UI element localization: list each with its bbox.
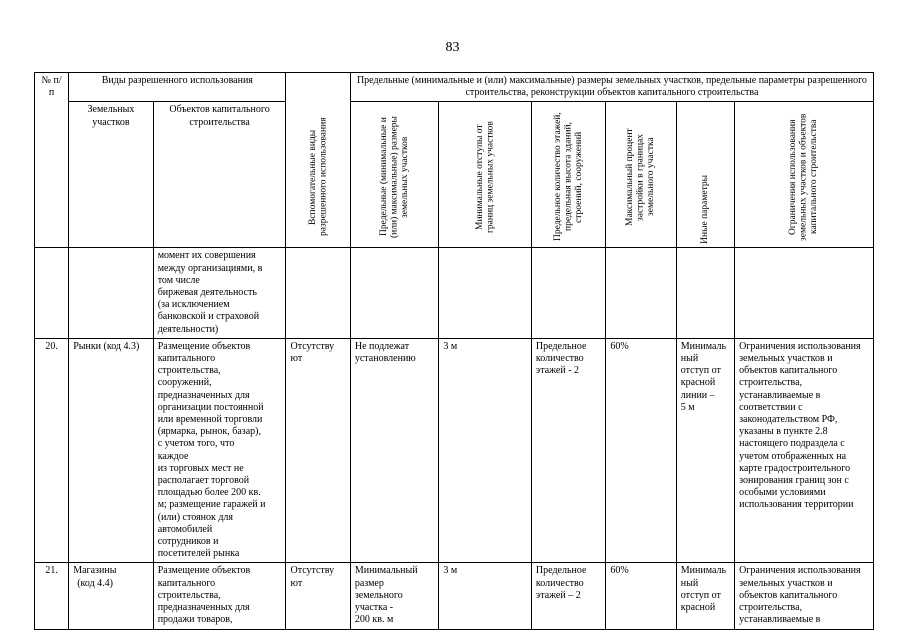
- header-limit-sizes: Предельные (минимальные и (или) максимальные) размеры земельных участков: [350, 102, 439, 248]
- header-restrictions: Ограничения использования земельных участков и объектов капитального строительства: [735, 102, 874, 248]
- header-num: № п/п: [35, 73, 69, 248]
- capital-objects-cell: Размещение объектов капитального строительства, предназначенных для продажи товаров,: [153, 563, 286, 629]
- land-use-type: Магазины (код 4.4): [69, 563, 154, 629]
- auxiliary-cell: Отсутству ют: [286, 338, 350, 563]
- table-row-continuation: [35, 248, 874, 338]
- header-max-coverage: Максимальный процент застройки в границах земельного участка: [606, 102, 676, 248]
- table-row-20: [35, 338, 874, 563]
- zoning-table: [34, 72, 874, 630]
- header-auxiliary: Вспомогательные виды разрешенного использования: [286, 73, 350, 248]
- auxiliary-cell: Отсутству ют: [286, 563, 350, 629]
- other-params-cell: Минималь ный отступ от красной: [676, 563, 734, 629]
- header-min-setbacks: Минимальные отступы от границ земельных участков: [439, 102, 532, 248]
- floors-cell: Предельное количество этажей - 2: [531, 338, 605, 563]
- header-limits-group: Предельные (минимальные и (или) максимальные) размеры земельных участков, предельные параметры разрешенного строительства, реконструкции объектов капитального строительства: [350, 73, 873, 102]
- header-types-group: Виды разрешенного использования: [69, 73, 286, 102]
- row-number: 20.: [35, 338, 69, 563]
- table-row-21: [35, 563, 874, 629]
- other-params-cell: Минималь ный отступ от красной линии – 5 м: [676, 338, 734, 563]
- header-max-floors: Предельное количество этажей, предельная высота зданий, строений, сооружений: [531, 102, 605, 248]
- coverage-cell: 60%: [606, 338, 676, 563]
- continuation-objects: момент их совершения между организациями, в том числе биржевая деятельность (за исключением банковской и страховой деятельности): [153, 248, 286, 338]
- setbacks-cell: 3 м: [439, 338, 532, 563]
- land-use-type: Рынки (код 4.3): [69, 338, 154, 563]
- coverage-cell: 60%: [606, 563, 676, 629]
- restrictions-cell: Ограничения использования земельных участков и объектов капитального строительства, устанавливаемые в: [735, 563, 874, 629]
- page-number: 83: [445, 40, 460, 55]
- restrictions-cell: Ограничения использования земельных участков и объектов капитального строительства, устанавливаемые в соответствии с законодательством РФ, указаны в пункте 2.8 настоящего подраздела с учетом отображенных на карте градостроительного зонирования границ зон с особыми условиями использования территории: [735, 338, 874, 563]
- limit-sizes-cell: Не подлежат установлению: [350, 338, 439, 563]
- setbacks-cell: 3 м: [439, 563, 532, 629]
- header-cap-objects: Объектов капитального строительства: [153, 102, 286, 248]
- header-row-2: [35, 102, 874, 248]
- limit-sizes-cell: Минимальный размер земельного участка - 200 кв. м: [350, 563, 439, 629]
- header-other-params: Иные параметры: [676, 102, 734, 248]
- header-land-plots: Земельных участков: [69, 102, 154, 248]
- row-number: 21.: [35, 563, 69, 629]
- capital-objects-cell: Размещение объектов капитального строительства, сооружений, предназначенных для организации постоянной или временной торговли (ярмарка, рынок, базар), с учетом того, что каждое из торговых мест не располагает торговой площадью более 200 кв. м; размещение гаражей и (или) стоянок для автомобилей сотрудников и посетителей рынка: [153, 338, 286, 563]
- floors-cell: Предельное количество этажей – 2: [531, 563, 605, 629]
- header-row-1: [35, 73, 874, 102]
